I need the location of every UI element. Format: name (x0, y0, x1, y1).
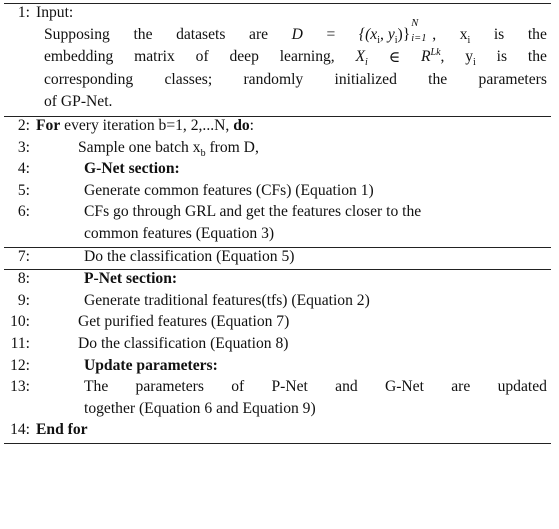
line-text: Input: (36, 4, 74, 21)
dataset-set: {($x_i$, $y_i$)} N i=1 , (358, 17, 437, 46)
word: is (496, 48, 508, 66)
algo-line-13 (4, 378, 551, 400)
line-text: Generate traditional features(tfs) (Equation 2) (84, 291, 370, 309)
input-line-1 (4, 17, 551, 49)
word: classes; (164, 70, 213, 88)
line-text (84, 378, 547, 396)
algo-line-10 (4, 313, 551, 335)
word: of (195, 48, 209, 66)
word: are (249, 25, 269, 43)
math-symbol: $X_i$ (355, 48, 368, 69)
algo-line-8 (4, 270, 551, 292)
line-text: Generate common features (CFs) (Equation 1) (84, 181, 374, 199)
word: embedding (44, 48, 114, 66)
math-symbol: $x_i$ (459, 25, 471, 46)
word: the (527, 25, 547, 43)
word: datasets (176, 25, 226, 43)
math-symbol: $y_i$ (465, 48, 476, 69)
line-number: 9: (17, 291, 30, 309)
line-number: 6: (17, 203, 30, 221)
algo-line-6-cont (4, 225, 551, 247)
line-text: For every iteration b=1, 2,...N, do: (36, 116, 255, 134)
word: parameters (478, 70, 547, 88)
line-number: 11: (10, 334, 30, 352)
word: and (335, 378, 358, 396)
word: the (527, 48, 547, 66)
word: the (428, 70, 448, 88)
word: randomly (243, 70, 304, 88)
line-number: 12: (10, 356, 30, 374)
algo-line-5 (4, 182, 551, 204)
line-text: End for (36, 421, 88, 439)
line-text: Get purified features (Equation 7) (78, 313, 290, 331)
word: G-Net (384, 378, 424, 396)
word: learning, (279, 48, 335, 66)
word: the (133, 25, 153, 43)
word: parameters (135, 378, 204, 396)
algo-line-3 (4, 139, 551, 161)
section-heading: Update parameters: (84, 356, 218, 374)
math-symbol: ∈ (388, 49, 401, 67)
word: The (84, 378, 109, 396)
line-number: 4: (17, 160, 30, 178)
line-number: 3: (17, 138, 30, 156)
line-number: 13: (10, 378, 30, 396)
word: updated (497, 378, 547, 396)
word: matrix (134, 48, 175, 66)
line-number: 14: (10, 421, 30, 439)
line-number: 1: (17, 4, 30, 21)
algo-line-14 (4, 421, 551, 443)
line-text: Sample one batch $x_b$ from D, (78, 138, 259, 159)
section-heading: G-Net section: (84, 160, 180, 178)
input-line-3 (4, 71, 551, 94)
algo-line-4 (4, 160, 551, 182)
word: initialized (334, 70, 397, 88)
word: is (493, 25, 505, 43)
line-text: CFs go through GRL and get the features closer to the (84, 203, 422, 221)
math-symbol: $R^{Lk}$, (421, 47, 445, 66)
line-number: 7: (17, 247, 30, 265)
algo-line-1 (4, 4, 551, 26)
algo-line-13-cont (4, 400, 551, 422)
input-description (4, 17, 551, 116)
word: of (231, 378, 245, 396)
algo-line-6 (4, 203, 551, 225)
input-line-4 (4, 93, 551, 116)
input-line-2 (4, 48, 551, 71)
line-number: 8: (17, 270, 30, 288)
algorithm-box (4, 3, 551, 444)
algo-line-12 (4, 357, 551, 379)
word: Supposing (44, 25, 110, 43)
algo-line-11 (4, 335, 551, 357)
word: deep (229, 48, 259, 66)
line-text: Do the classification (Equation 8) (78, 334, 289, 352)
algo-line-7 (4, 248, 551, 270)
line-number: 2: (17, 116, 30, 134)
algo-line-2 (4, 117, 551, 139)
section-heading: P-Net section: (84, 270, 178, 288)
line-text: Do the classification (Equation 5) (84, 247, 295, 265)
word: are (451, 378, 471, 396)
word: P-Net (271, 378, 308, 396)
math-symbol: = (326, 25, 336, 43)
line-number: 5: (17, 181, 30, 199)
math-symbol: D (291, 25, 303, 43)
line-text: common features (Equation 3) (84, 224, 275, 242)
word: corresponding (44, 70, 134, 88)
algo-line-9 (4, 292, 551, 314)
line-text: together (Equation 6 and Equation 9) (84, 399, 316, 417)
line-number: 10: (10, 313, 30, 331)
line-text: of GP-Net. (44, 93, 113, 111)
